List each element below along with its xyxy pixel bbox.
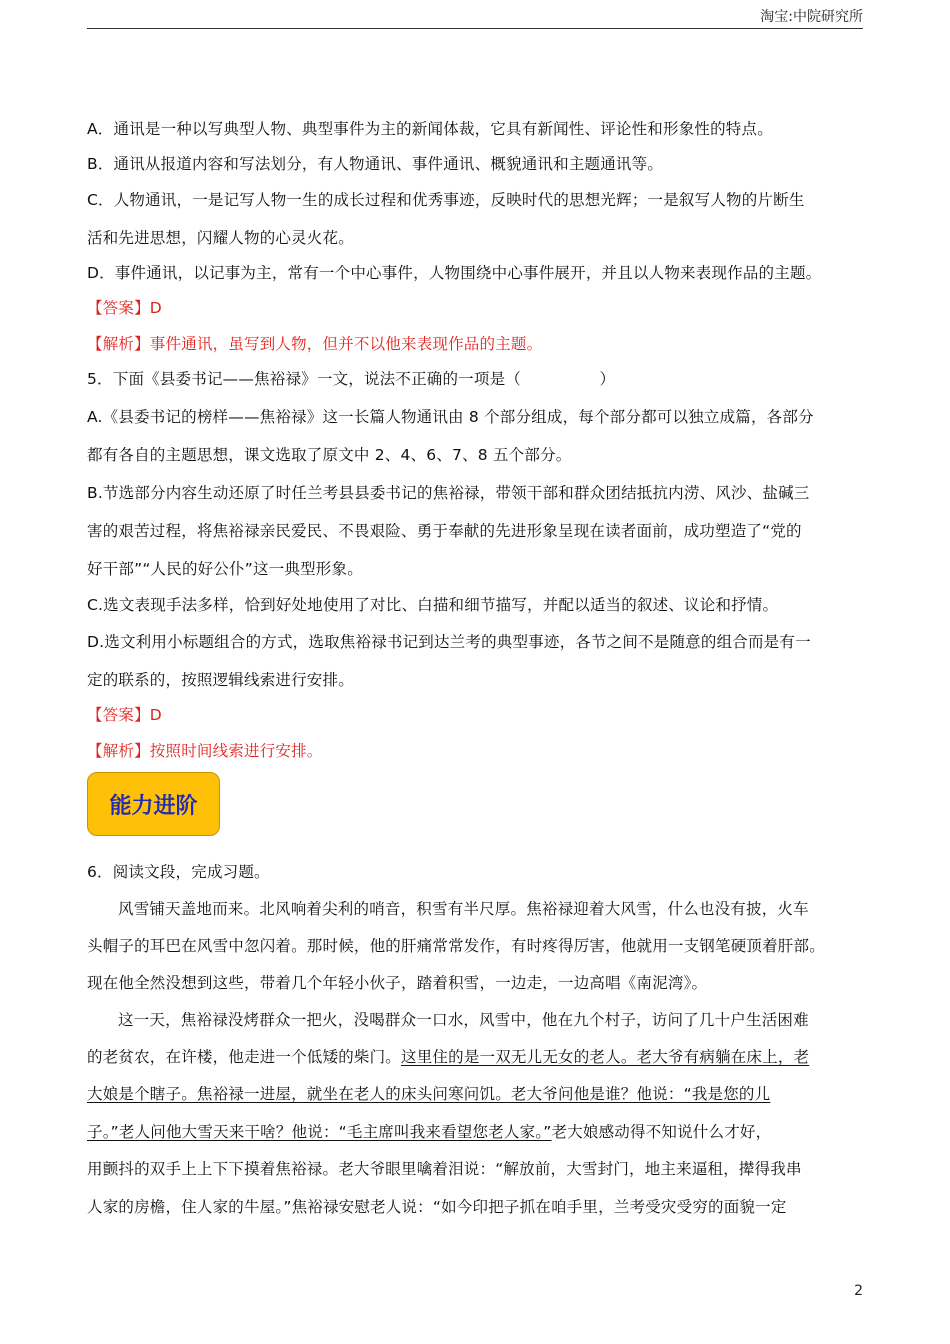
passage-text: 老大娘感动得不知说什么才好， xyxy=(551,1123,772,1141)
underlined-text: 这里住的是一双无儿无女的老人。老大爷有病躺在床上，老 xyxy=(401,1048,810,1066)
analysis: 【解析】按照时间线索进行安排。 xyxy=(87,742,323,760)
passage-line: 头帽子的耳巴在风雪中忽闪着。那时候，他的肝痛常常发作，有时疼得厉害，他就用一支钢笔硬顶着肝部。 xyxy=(87,937,825,955)
question-stem: 6．阅读文段，完成习题。 xyxy=(87,863,270,881)
header-divider xyxy=(87,28,863,29)
section-badge: 能力进阶 xyxy=(87,772,220,836)
option-b-line-2: 害的艰苦过程，将焦裕禄亲民爱民、不畏艰险、勇于奉献的先进形象呈现在读者面前，成功塑造了“党的 xyxy=(87,522,802,540)
passage-line: 这一天，焦裕禄没烤群众一把火，没喝群众一口水，风雪中，他在九个村子，访问了几十户生活困难 xyxy=(118,1011,809,1029)
passage-line: 人家的房檐，住人家的牛屋。”焦裕禄安慰老人说：“如今印把子抓在咱手里，兰考受灾受穷的面貌一定 xyxy=(87,1198,787,1216)
passage-line xyxy=(87,1046,809,1068)
option-c: C.选文表现手法多样，恰到好处地使用了对比、白描和细节描写，并配以适当的叙述、议论和抒情。 xyxy=(87,596,779,614)
passage-text: 的老贫农，在许楼，他走进一个低矮的柴门。 xyxy=(87,1048,402,1066)
answer: 【答案】D xyxy=(87,706,162,724)
passage-line: 风雪铺天盖地而来。北风响着尖利的哨音，积雪有半尺厚。焦裕禄迎着大风雪，什么也没有披，火车 xyxy=(118,900,809,918)
answer: 【答案】D xyxy=(87,299,162,317)
question-stem: 5．下面《县委书记——焦裕禄》一文，说法不正确的一项是（ ） xyxy=(87,370,616,388)
option-d: D．事件通讯，以记事为主，常有一个中心事件，人物围绕中心事件展开，并且以人物来表现作品的主题。 xyxy=(87,264,822,282)
option-b: B．通讯从报道内容和写法划分，有人物通讯、事件通讯、概貌通讯和主题通讯等。 xyxy=(87,155,664,173)
option-a-line-1: A.《县委书记的榜样——焦裕禄》这一长篇人物通讯由 8 个部分组成，每个部分都可以独立成篇，各部分 xyxy=(87,408,814,426)
option-c-line-2: 活和先进思想，闪耀人物的心灵火花。 xyxy=(87,229,354,247)
underlined-text: 子。”老人问他大雪天来干啥？他说：“毛主席叫我来看望您老人家。” xyxy=(87,1123,552,1141)
header-text: 淘宝:中院研究所 xyxy=(760,9,863,25)
option-c-line-1: C．人物通讯，一是记写人物一生的成长过程和优秀事迹，反映时代的思想光辉；一是叙写人物的片断生 xyxy=(87,191,805,209)
option-d-line-1: D.选文利用小标题组合的方式，选取焦裕禄书记到达兰考的典型事迹，各节之间不是随意的组合而是有一 xyxy=(87,633,811,651)
option-a-line-2: 都有各自的主题思想，课文选取了原文中 2、4、6、7、8 五个部分。 xyxy=(87,446,572,464)
passage-line: 用颤抖的双手上上下下摸着焦裕禄。老大爷眼里噙着泪说：“解放前，大雪封门，地主来逼租，撵得我串 xyxy=(87,1160,802,1178)
option-b-line-1: B.节选部分内容生动还原了时任兰考县县委书记的焦裕禄，带领干部和群众团结抵抗内涝、风沙、盐碱三 xyxy=(87,484,810,502)
passage-line: 现在他全然没想到这些，带着几个年轻小伙子，踏着积雪，一边走，一边高唱《南泥湾》。 xyxy=(87,974,708,992)
option-d-line-2: 定的联系的，按照逻辑线索进行安排。 xyxy=(87,671,354,689)
passage-line xyxy=(87,1121,771,1143)
analysis: 【解析】事件通讯，虽写到人物，但并不以他来表现作品的主题。 xyxy=(87,335,543,353)
option-a: A．通讯是一种以写典型人物、典型事件为主的新闻体裁，它具有新闻性、评论性和形象性的特点。 xyxy=(87,120,773,138)
underlined-text: 大娘是个瞎子。焦裕禄一进屋，就坐在老人的床头问寒问饥。老大爷问他是谁？他说：“我是您的儿 xyxy=(87,1085,771,1103)
page-number: 2 xyxy=(854,1283,863,1299)
option-b-line-3: 好干部”“人民的好公仆”这一典型形象。 xyxy=(87,560,363,578)
passage-line xyxy=(87,1083,770,1105)
